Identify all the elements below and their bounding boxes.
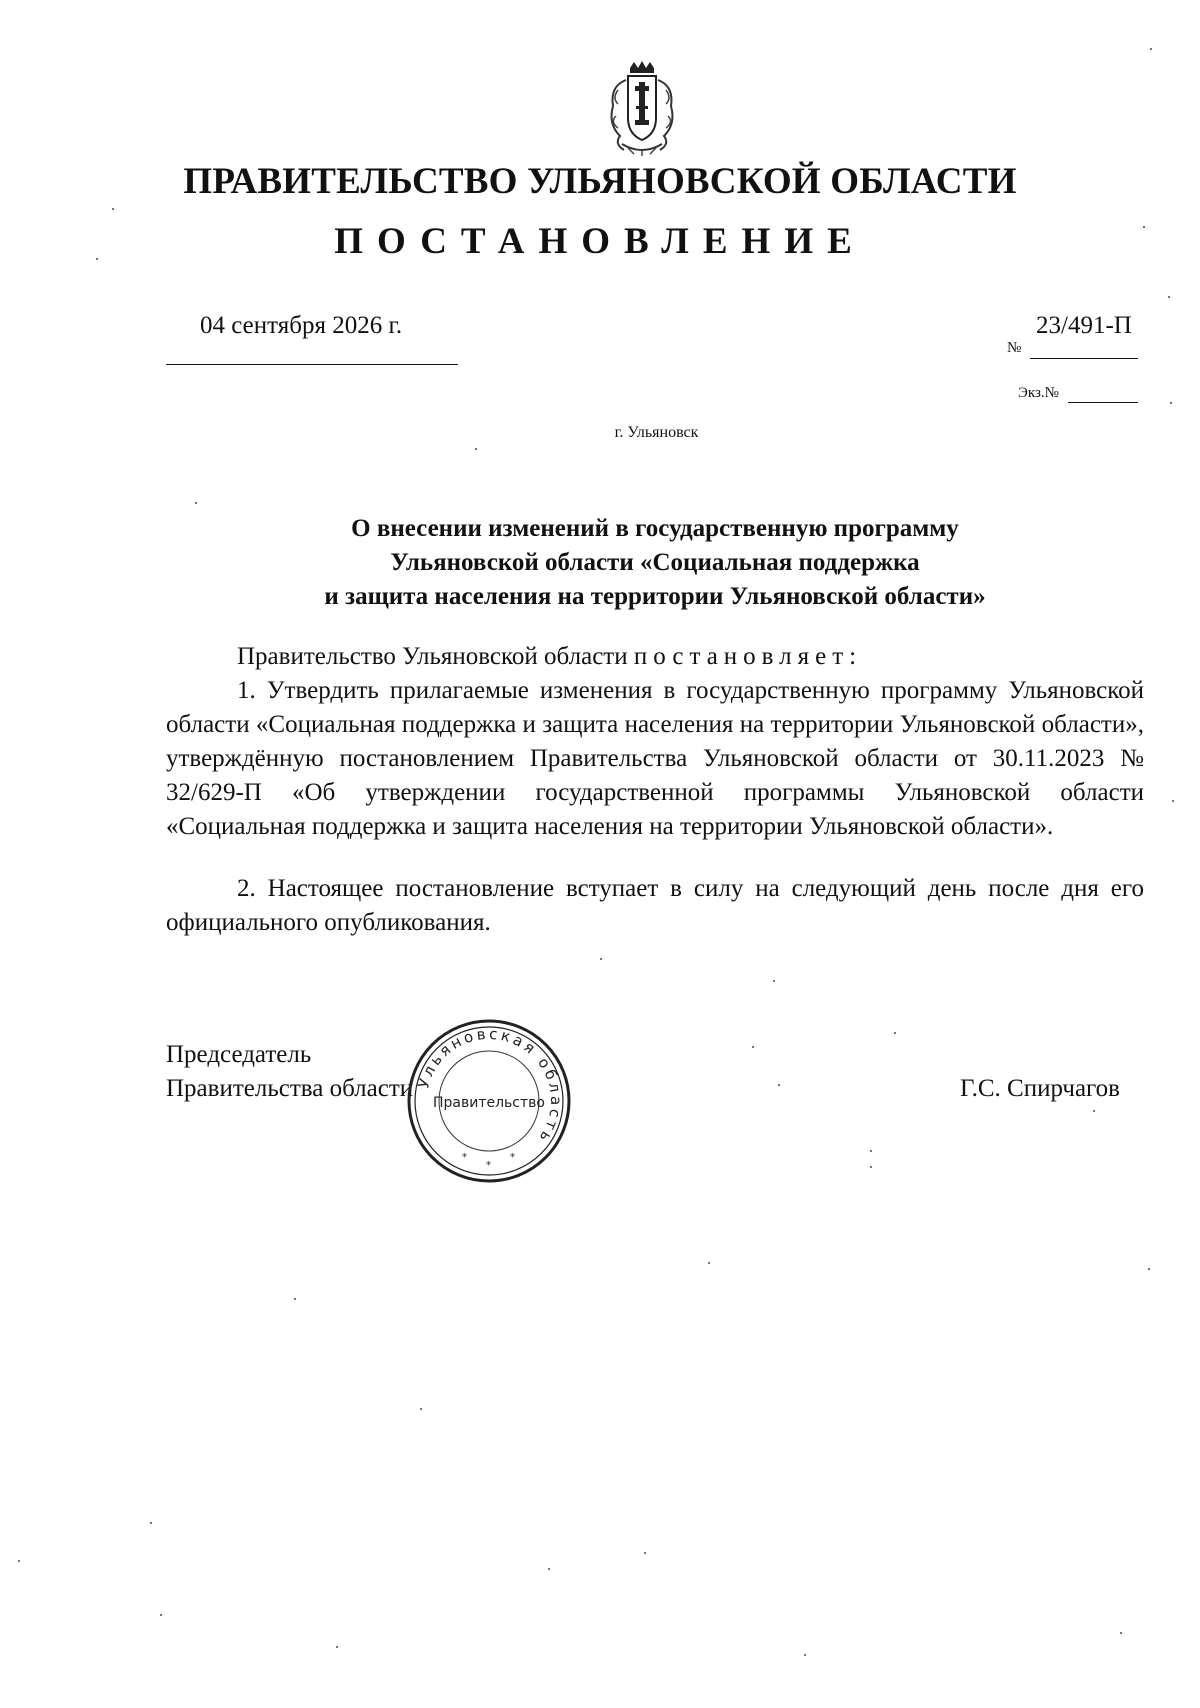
coat-of-arms-emblem [604, 60, 680, 158]
seal-center-text: Правительство [433, 1095, 545, 1111]
intro-paragraph [166, 640, 1144, 674]
svg-text:*: * [462, 1152, 467, 1163]
subject-line: и защита населения на территории Ульяновской области» [324, 583, 986, 610]
city-name: г. Ульяновск [614, 424, 699, 441]
government-title: ПРАВИТЕЛЬСТВО УЛЬЯНОВСКОЙ ОБЛАСТИ [183, 161, 1017, 202]
signatory-role-line: Правительства области [166, 1075, 414, 1102]
document-type-title: ПОСТАНОВЛЕНИЕ [334, 221, 866, 262]
svg-text:*: * [510, 1152, 515, 1163]
intro-prefix: Правительство Ульяновской области [237, 643, 634, 670]
signatory-role-line: Председатель [166, 1041, 312, 1068]
svg-text:*: * [486, 1160, 491, 1171]
item-1-paragraph: 1. Утвердить прилагаемые изменения в государственную программу Ульяновской области «Социальная поддержка и защита населения на территории Ульяновской области», утверждённую постановлением Правительства Ульяновской области от 30.11.2023 № 32/629-П «Об утверждении государственной программы Ульяновской области «Социальная поддержка и защита населения на территории Ульяновской области». [166, 677, 1144, 840]
document-subject [220, 512, 1090, 614]
signatory-role [166, 1038, 413, 1106]
subject-line: Ульяновской области «Социальная поддержка [390, 549, 920, 576]
item-2-paragraph: 2. Настоящее постановление вступает в силу на следующий день после дня его официального опубликования. [166, 875, 1144, 936]
signatory-name: Г.С. Спирчагов [960, 1075, 1120, 1102]
number-underline [1030, 358, 1138, 359]
date-underline [166, 364, 458, 365]
subject-line: О внесении изменений в государственную программу [351, 515, 959, 542]
official-seal [404, 1016, 574, 1186]
number-sign: № [1007, 340, 1022, 356]
document-number: 23/491-П [1036, 312, 1132, 339]
copy-number-line [1068, 402, 1138, 403]
seal-ring-text: Ульяновская область [414, 1024, 566, 1148]
document-date: 04 сентября 2026 г. [200, 312, 403, 339]
copy-number-label: Экз.№ [1018, 385, 1059, 401]
intro-verb: постановляет: [633, 643, 863, 670]
